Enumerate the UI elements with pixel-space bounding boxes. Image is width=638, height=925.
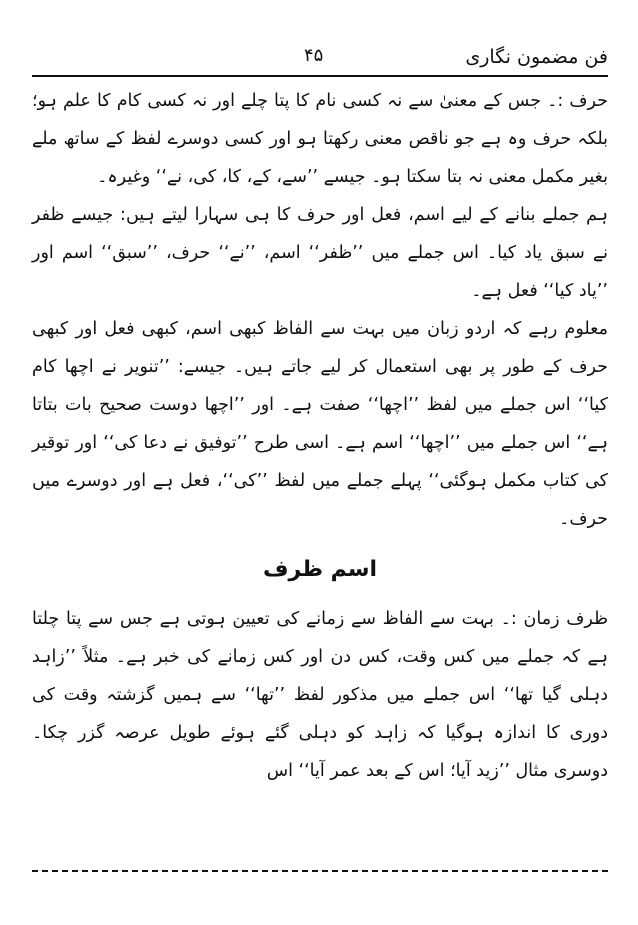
page-body xyxy=(32,82,608,790)
section-heading: اسم ظرف xyxy=(262,557,378,582)
footer-divider xyxy=(32,870,608,872)
paragraph: حرف :۔ جس کے معنیٰ سے نہ کسی نام کا پتا چلے اور نہ کسی کام کا علم ہو؛ بلکہ حرف وہ ہے جو ناقص معنی رکھتا ہو اور کسی دوسرے لفظ کے ساتھ ملے بغیر مکمل معنی نہ بتا سکتا ہو۔ جیسے ’’سے، کے، کا، کی، نے‘‘ وغیرہ۔ xyxy=(32,91,608,187)
page-number: ۴۵ xyxy=(304,45,324,66)
paragraph: ہم جملے بنانے کے لیے اسم، فعل اور حرف کا ہی سہارا لیتے ہیں: جیسے ظفر نے سبق یاد کیا۔ اس جملے میں ’’ظفر‘‘ اسم، ’’نے‘‘ حرف، ’’سبق‘‘ اسم اور ’’یاد کیا‘‘ فعل ہے۔ xyxy=(32,205,608,301)
header-divider xyxy=(32,75,608,77)
paragraph: معلوم رہے کہ اردو زبان میں بہت سے الفاظ کبھی اسم، کبھی فعل اور کبھی حرف کے طور پر بھی استعمال کر لیے جاتے ہیں۔ جیسے: ’’تنویر نے اچھا کام کیا‘‘ اس جملے میں لفظ ’’اچھا‘‘ صفت ہے۔ اور ’’اچھا دوست صحیح بات بتاتا ہے‘‘ اس جملے میں ’’اچھا‘‘ اسم ہے۔ اسی طرح ’’توفیق نے دعا کی‘‘ اور توقیر کی کتاب مکمل ہوگئی‘‘ پہلے جملے میں لفظ ’’کی‘‘، فعل ہے اور دوسرے میں حرف۔ xyxy=(32,319,608,529)
book-title: فن مضمون نگاری xyxy=(465,46,608,68)
paragraph: ظرف زمان :۔ بہت سے الفاظ سے زمانے کی تعیین ہوتی ہے جس سے پتا چلتا ہے کہ جملے میں کس وقت، کس دن اور کس زمانے کی خبر ہے۔ مثلاً ’’زاہد دہلی گیا تھا‘‘ اس جملے میں مذکور لفظ ’’تھا‘‘ سے ہمیں گزشتہ وقت کی دوری کا اندازہ ہوگیا کہ زاہد کو دہلی گئے ہوئے طویل عرصہ گزر چکا۔ دوسری مثال ’’زید آیا؛ اس کے بعد عمر آیا‘‘ اس xyxy=(32,609,608,781)
page-header xyxy=(32,30,608,74)
